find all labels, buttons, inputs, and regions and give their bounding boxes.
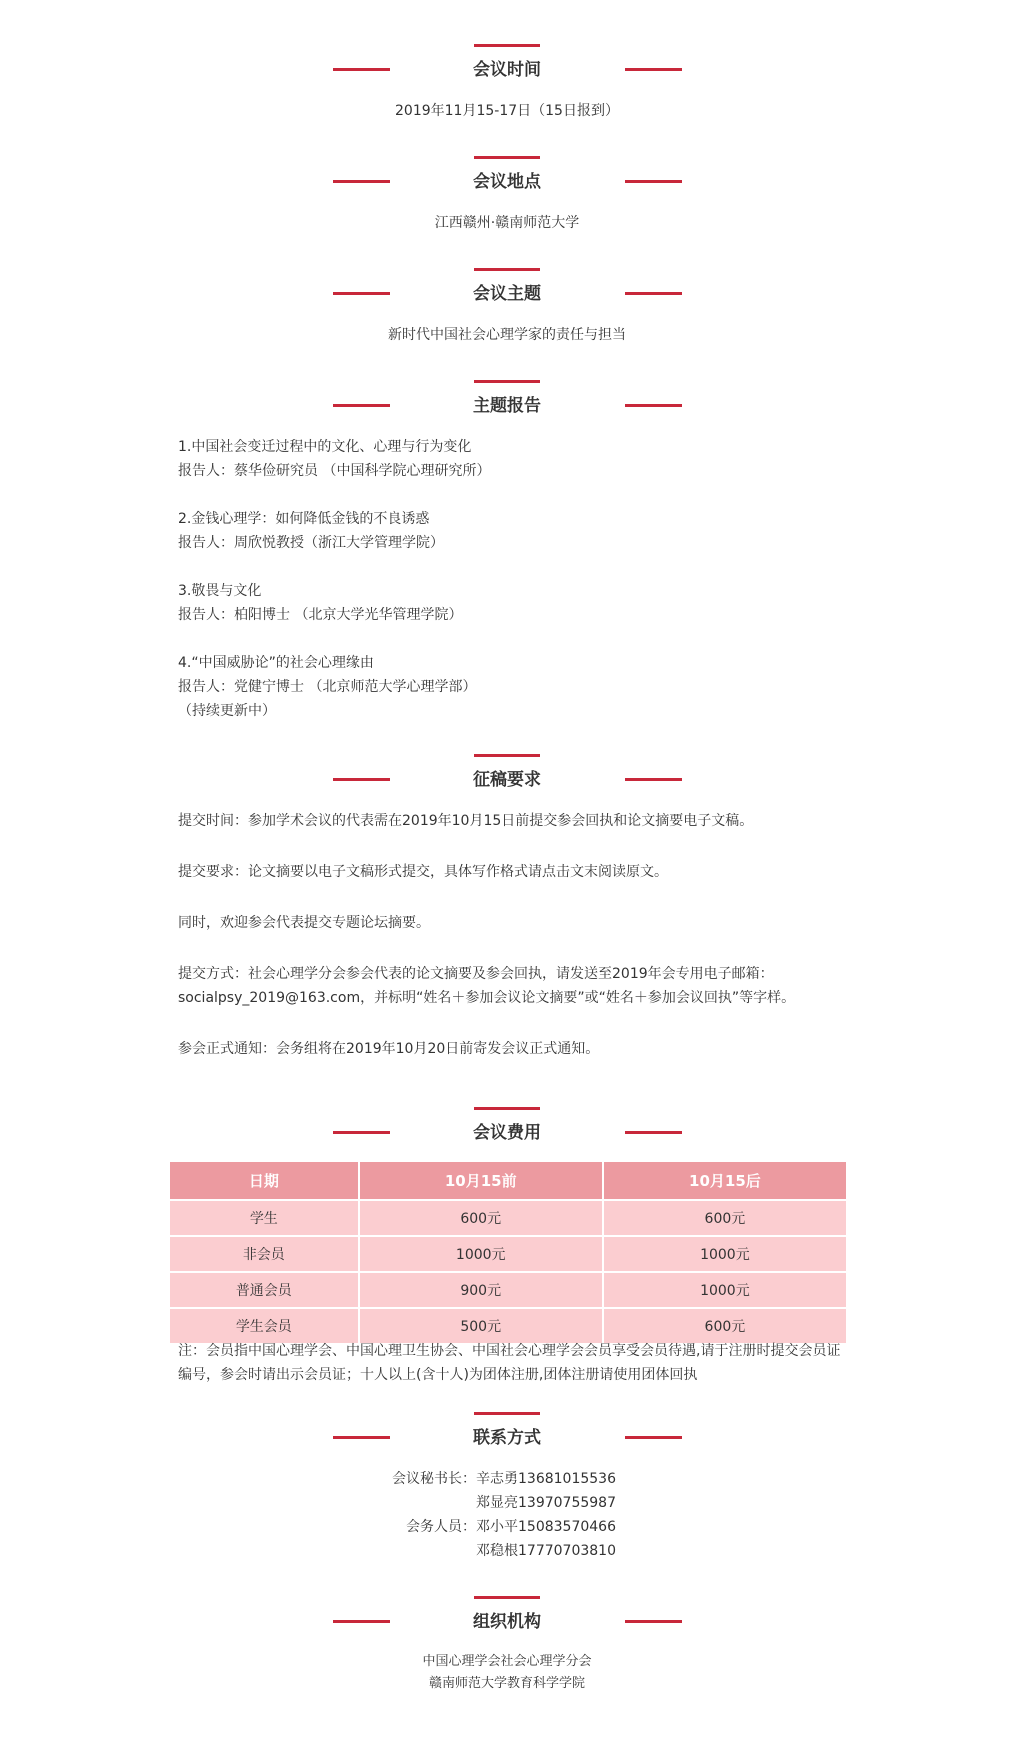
contact-entry: 邓小平15083570466 xyxy=(476,1519,616,1535)
section-heading xyxy=(0,268,1030,323)
contact-entry: 郑显亮13970755987 xyxy=(476,1495,616,1511)
section-heading xyxy=(0,156,1030,211)
staff-label: 会务人员： xyxy=(406,1519,476,1535)
report-topic: 2.金钱心理学：如何降低金钱的不良诱惑 xyxy=(178,511,430,527)
report-list xyxy=(178,435,844,723)
contact-list xyxy=(0,1467,1030,1563)
section-heading xyxy=(0,754,1030,809)
report-topic: 4.“中国威胁论”的社会心理缘由 xyxy=(178,655,374,671)
fee-note-wrap xyxy=(0,1339,1030,1387)
update-note: （持续更新中） xyxy=(178,703,276,719)
table-row xyxy=(170,1201,846,1237)
section-title: 征稿要求 xyxy=(473,770,541,790)
heading-divider-top xyxy=(474,1412,540,1415)
table-cell: 900元 xyxy=(360,1273,604,1309)
report-speaker: 报告人：周欣悦教授（浙江大学管理学院） xyxy=(178,535,444,551)
heading-divider-top xyxy=(474,754,540,757)
fee-table xyxy=(170,1162,846,1345)
conference-dates: 2019年11月15-17日（15日报到） xyxy=(395,103,619,119)
submission-text xyxy=(178,809,844,1061)
column-header: 10月15前 xyxy=(360,1162,604,1201)
table-row xyxy=(170,1237,846,1273)
section-title: 组织机构 xyxy=(473,1612,541,1632)
heading-divider-top xyxy=(474,380,540,383)
report-speaker: 报告人：蔡华俭研究员 （中国科学院心理研究所） xyxy=(178,463,491,479)
submission-format: 提交要求：论文摘要以电子文稿形式提交，具体写作格式请点击文末阅读原文。 xyxy=(178,864,668,880)
heading-divider-top xyxy=(474,268,540,271)
section-contact xyxy=(0,1412,1030,1563)
formal-notice: 参会正式通知：会务组将在2019年10月20日前寄发会议正式通知。 xyxy=(178,1041,600,1057)
section-location xyxy=(0,156,1030,235)
table-cell: 500元 xyxy=(360,1309,604,1345)
organizer-1: 中国心理学会社会心理学分会 xyxy=(422,1654,592,1669)
heading-divider-top xyxy=(474,1596,540,1599)
table-cell: 学生会员 xyxy=(170,1309,360,1345)
table-header-row xyxy=(170,1162,846,1201)
table-cell: 600元 xyxy=(360,1201,604,1237)
section-title: 会议时间 xyxy=(473,60,541,80)
contact-entry: 辛志勇13681015536 xyxy=(476,1471,616,1487)
section-title: 联系方式 xyxy=(473,1428,541,1448)
contact-entry: 邓稳根17770703810 xyxy=(476,1543,616,1559)
section-heading xyxy=(0,380,1030,435)
section-submission xyxy=(0,754,1030,1061)
report-topic: 1.中国社会变迁过程中的文化、心理与行为变化 xyxy=(178,439,472,455)
section-time xyxy=(0,44,1030,123)
table-cell: 普通会员 xyxy=(170,1273,360,1309)
section-title: 主题报告 xyxy=(473,396,541,416)
section-heading xyxy=(0,1412,1030,1467)
heading-divider-top xyxy=(474,44,540,47)
heading-divider-top xyxy=(474,1107,540,1110)
column-header: 10月15后 xyxy=(604,1162,846,1201)
section-reports xyxy=(0,380,1030,723)
conference-location: 江西赣州·赣南师范大学 xyxy=(434,215,580,231)
forum-invitation: 同时，欢迎参会代表提交专题论坛摘要。 xyxy=(178,915,430,931)
table-cell: 学生 xyxy=(170,1201,360,1237)
secretary-label: 会议秘书长： xyxy=(392,1471,476,1487)
organizer-2: 赣南师范大学教育科学学院 xyxy=(428,1676,585,1691)
table-cell: 600元 xyxy=(604,1201,846,1237)
section-heading xyxy=(0,1596,1030,1651)
section-heading xyxy=(0,1107,1030,1162)
fee-note xyxy=(178,1339,844,1387)
heading-divider-top xyxy=(474,156,540,159)
report-speaker: 报告人：党健宁博士 （北京师范大学心理学部） xyxy=(178,679,477,695)
submission-method: 提交方式：社会心理学分会参会代表的论文摘要及参会回执，请发送至2019年会专用电子邮箱：socialpsy_2019@163.com，并标明“姓名＋参加会议论文摘要”或“姓名＋参加会议回执”等字样。 xyxy=(178,966,796,1006)
table-cell: 1000元 xyxy=(360,1237,604,1273)
report-topic: 3.敬畏与文化 xyxy=(178,583,262,599)
table-cell: 600元 xyxy=(604,1309,846,1345)
section-organizers xyxy=(0,1596,1030,1695)
table-cell: 非会员 xyxy=(170,1237,360,1273)
section-theme xyxy=(0,268,1030,347)
section-fees xyxy=(0,1107,1030,1162)
table-cell: 1000元 xyxy=(604,1273,846,1309)
section-title: 会议地点 xyxy=(473,172,541,192)
section-title: 会议费用 xyxy=(473,1123,541,1143)
table-cell: 1000元 xyxy=(604,1237,846,1273)
table-row xyxy=(170,1273,846,1309)
section-heading xyxy=(0,44,1030,99)
section-title: 会议主题 xyxy=(473,284,541,304)
report-speaker: 报告人：柏阳博士 （北京大学光华管理学院） xyxy=(178,607,463,623)
fee-note-text: 注：会员指中国心理学会、中国心理卫生协会、中国社会心理学会会员享受会员待遇,请于注册时提交会员证编号，参会时请出示会员证；十人以上(含十人)为团体注册,团体注册请使用团体回执 xyxy=(178,1343,841,1383)
column-header: 日期 xyxy=(170,1162,360,1201)
submission-deadline: 提交时间：参加学术会议的代表需在2019年10月15日前提交参会回执和论文摘要电子文稿。 xyxy=(178,813,754,829)
conference-theme: 新时代中国社会心理学家的责任与担当 xyxy=(388,327,626,343)
